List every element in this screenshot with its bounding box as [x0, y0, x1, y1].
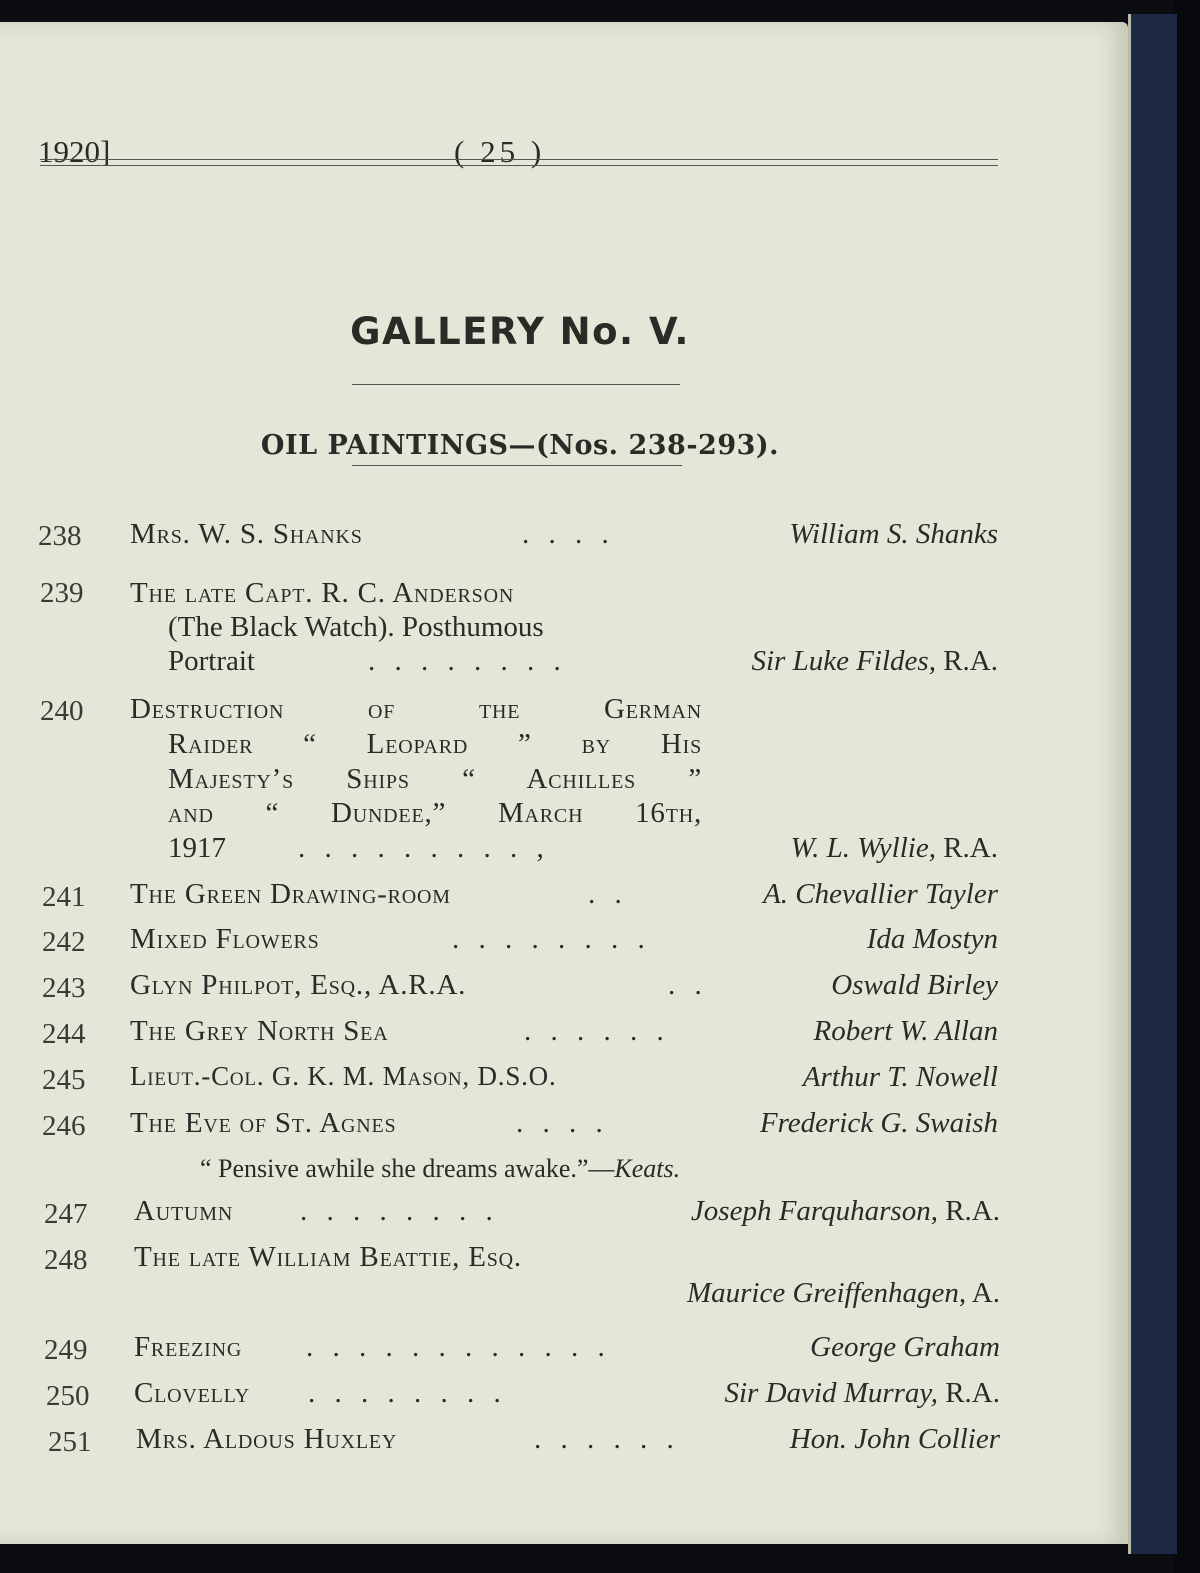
- entry-title-line: 1917: [168, 832, 226, 864]
- entry-title: The Grey North Sea: [130, 1015, 389, 1047]
- artist-name: Oswald Birley: [831, 969, 998, 1001]
- book-spine: [1174, 0, 1200, 1573]
- entry-number: 247: [44, 1198, 88, 1230]
- entry-artist: [640, 925, 998, 954]
- artist-name: W. L. Wyllie,: [790, 832, 936, 864]
- entry-artist: [640, 647, 998, 676]
- quote-author: Keats.: [614, 1154, 681, 1183]
- artist-name: Maurice Greiffenhagen,: [686, 1277, 967, 1309]
- entry-title-line: Majesty’s Ships “ Achilles ”: [168, 763, 702, 795]
- leader-dots: . . . . . . . .: [308, 1377, 507, 1409]
- entry-title-line: Portrait: [168, 645, 255, 677]
- leader-dots: . . . . . . . . . ,: [298, 832, 550, 864]
- quote-text: “ Pensive awhile she dreams awake.”—: [200, 1154, 615, 1183]
- entry-number: 250: [46, 1380, 90, 1412]
- section-divider: [352, 465, 682, 466]
- artist-name: Sir Luke Fildes,: [751, 645, 936, 677]
- entry-title: Clovelly: [134, 1377, 250, 1409]
- entry-number: 241: [42, 881, 86, 913]
- artist-name: Ida Mostyn: [866, 923, 998, 955]
- entry-number: 251: [48, 1426, 92, 1458]
- entry-title-line: Raider “ Leopard ” by His: [168, 728, 702, 760]
- entry-number: 240: [40, 695, 84, 727]
- leader-dots: . .: [668, 969, 708, 1001]
- leader-dots: . . . . . . . .: [452, 923, 651, 955]
- entry-artist: [640, 971, 998, 1000]
- entry-number: 239: [40, 577, 84, 609]
- entry-title: Mrs. W. S. Shanks: [130, 518, 363, 550]
- entry-title: Freezing: [134, 1331, 243, 1363]
- entry-number: 242: [42, 926, 86, 958]
- section-title: OIL PAINTINGS—(Nos. 238-293).: [260, 430, 780, 461]
- leader-dots: . .: [588, 878, 628, 910]
- running-head-year: 1920]: [38, 134, 111, 169]
- entry-artist: [640, 520, 998, 549]
- artist-name: A. Chevallier Tayler: [763, 878, 998, 910]
- entry-number: 244: [42, 1018, 86, 1050]
- entry-title: Mixed Flowers: [130, 923, 320, 955]
- artist-name: Robert W. Allan: [813, 1015, 998, 1047]
- header-rule-bottom: [40, 165, 998, 166]
- entry-artist: [600, 1379, 1000, 1408]
- entry-title: Mrs. Aldous Huxley: [136, 1423, 398, 1455]
- entry-quote: [200, 1156, 680, 1182]
- entry-title-line: Destruction of the German: [130, 693, 702, 725]
- artist-suffix: R.A.: [937, 1377, 1000, 1409]
- entry-artist: [640, 834, 998, 863]
- entry-title: Lieut.-Col. G. K. M. Mason, D.S.O.: [130, 1061, 557, 1091]
- entry-artist: [640, 1017, 998, 1046]
- entry-title-line: (The Black Watch). Posthumous: [168, 611, 544, 643]
- entry-artist: [560, 1279, 1000, 1308]
- leader-dots: . . . . . . . .: [368, 645, 567, 677]
- artist-name: William S. Shanks: [789, 518, 998, 550]
- book-cover-edge: [1128, 14, 1177, 1554]
- artist-suffix: R.A.: [937, 1195, 1000, 1227]
- header-rule-top: [40, 159, 998, 160]
- artist-suffix: A.: [966, 1277, 1000, 1309]
- leader-dots: . . . . . .: [534, 1423, 680, 1455]
- entry-artist: [700, 1425, 1000, 1454]
- artist-name: Hon. John Collier: [789, 1423, 1000, 1455]
- entry-title: The late William Beattie, Esq.: [134, 1241, 522, 1273]
- entry-number: 238: [38, 520, 82, 552]
- entry-title: The Eve of St. Agnes: [130, 1107, 397, 1139]
- entry-number: 248: [44, 1244, 88, 1276]
- leader-dots: . . . .: [516, 1107, 609, 1139]
- artist-name: Frederick G. Swaish: [759, 1107, 998, 1139]
- catalogue-page: [0, 22, 1128, 1544]
- artist-suffix: R.A.: [935, 832, 998, 864]
- entry-number: 249: [44, 1334, 88, 1366]
- entry-title-line: The late Capt. R. C. Anderson: [130, 577, 515, 609]
- gallery-title: GALLERY No. V.: [350, 310, 690, 353]
- artist-name: George Graham: [810, 1331, 1000, 1363]
- entry-title-line: and “ Dundee,” March 16th,: [168, 797, 702, 829]
- artist-suffix: R.A.: [935, 645, 998, 677]
- page-number: ( 25 ): [454, 134, 546, 169]
- entry-title: Autumn: [134, 1195, 234, 1227]
- artist-name: Joseph Farquharson,: [690, 1195, 938, 1227]
- entry-artist: [580, 1197, 1000, 1226]
- leader-dots: . . . .: [522, 518, 615, 550]
- title-divider: [352, 384, 680, 385]
- artist-name: Sir David Murray,: [724, 1377, 938, 1409]
- artist-name: Arthur T. Nowell: [802, 1061, 998, 1093]
- entry-artist: [700, 1063, 998, 1092]
- entry-number: 246: [42, 1110, 86, 1142]
- entry-artist: [640, 880, 998, 909]
- leader-dots: . . . . . .: [524, 1015, 670, 1047]
- entry-number: 243: [42, 972, 86, 1004]
- leader-dots: . . . . . . . . . . . .: [306, 1331, 611, 1363]
- entry-title: The Green Drawing-room: [130, 878, 451, 910]
- entry-artist: [700, 1333, 1000, 1362]
- entry-artist: [640, 1109, 998, 1138]
- entry-number: 245: [42, 1064, 86, 1096]
- entry-title: Glyn Philpot, Esq., A.R.A.: [130, 969, 467, 1001]
- leader-dots: . . . . . . . .: [300, 1195, 499, 1227]
